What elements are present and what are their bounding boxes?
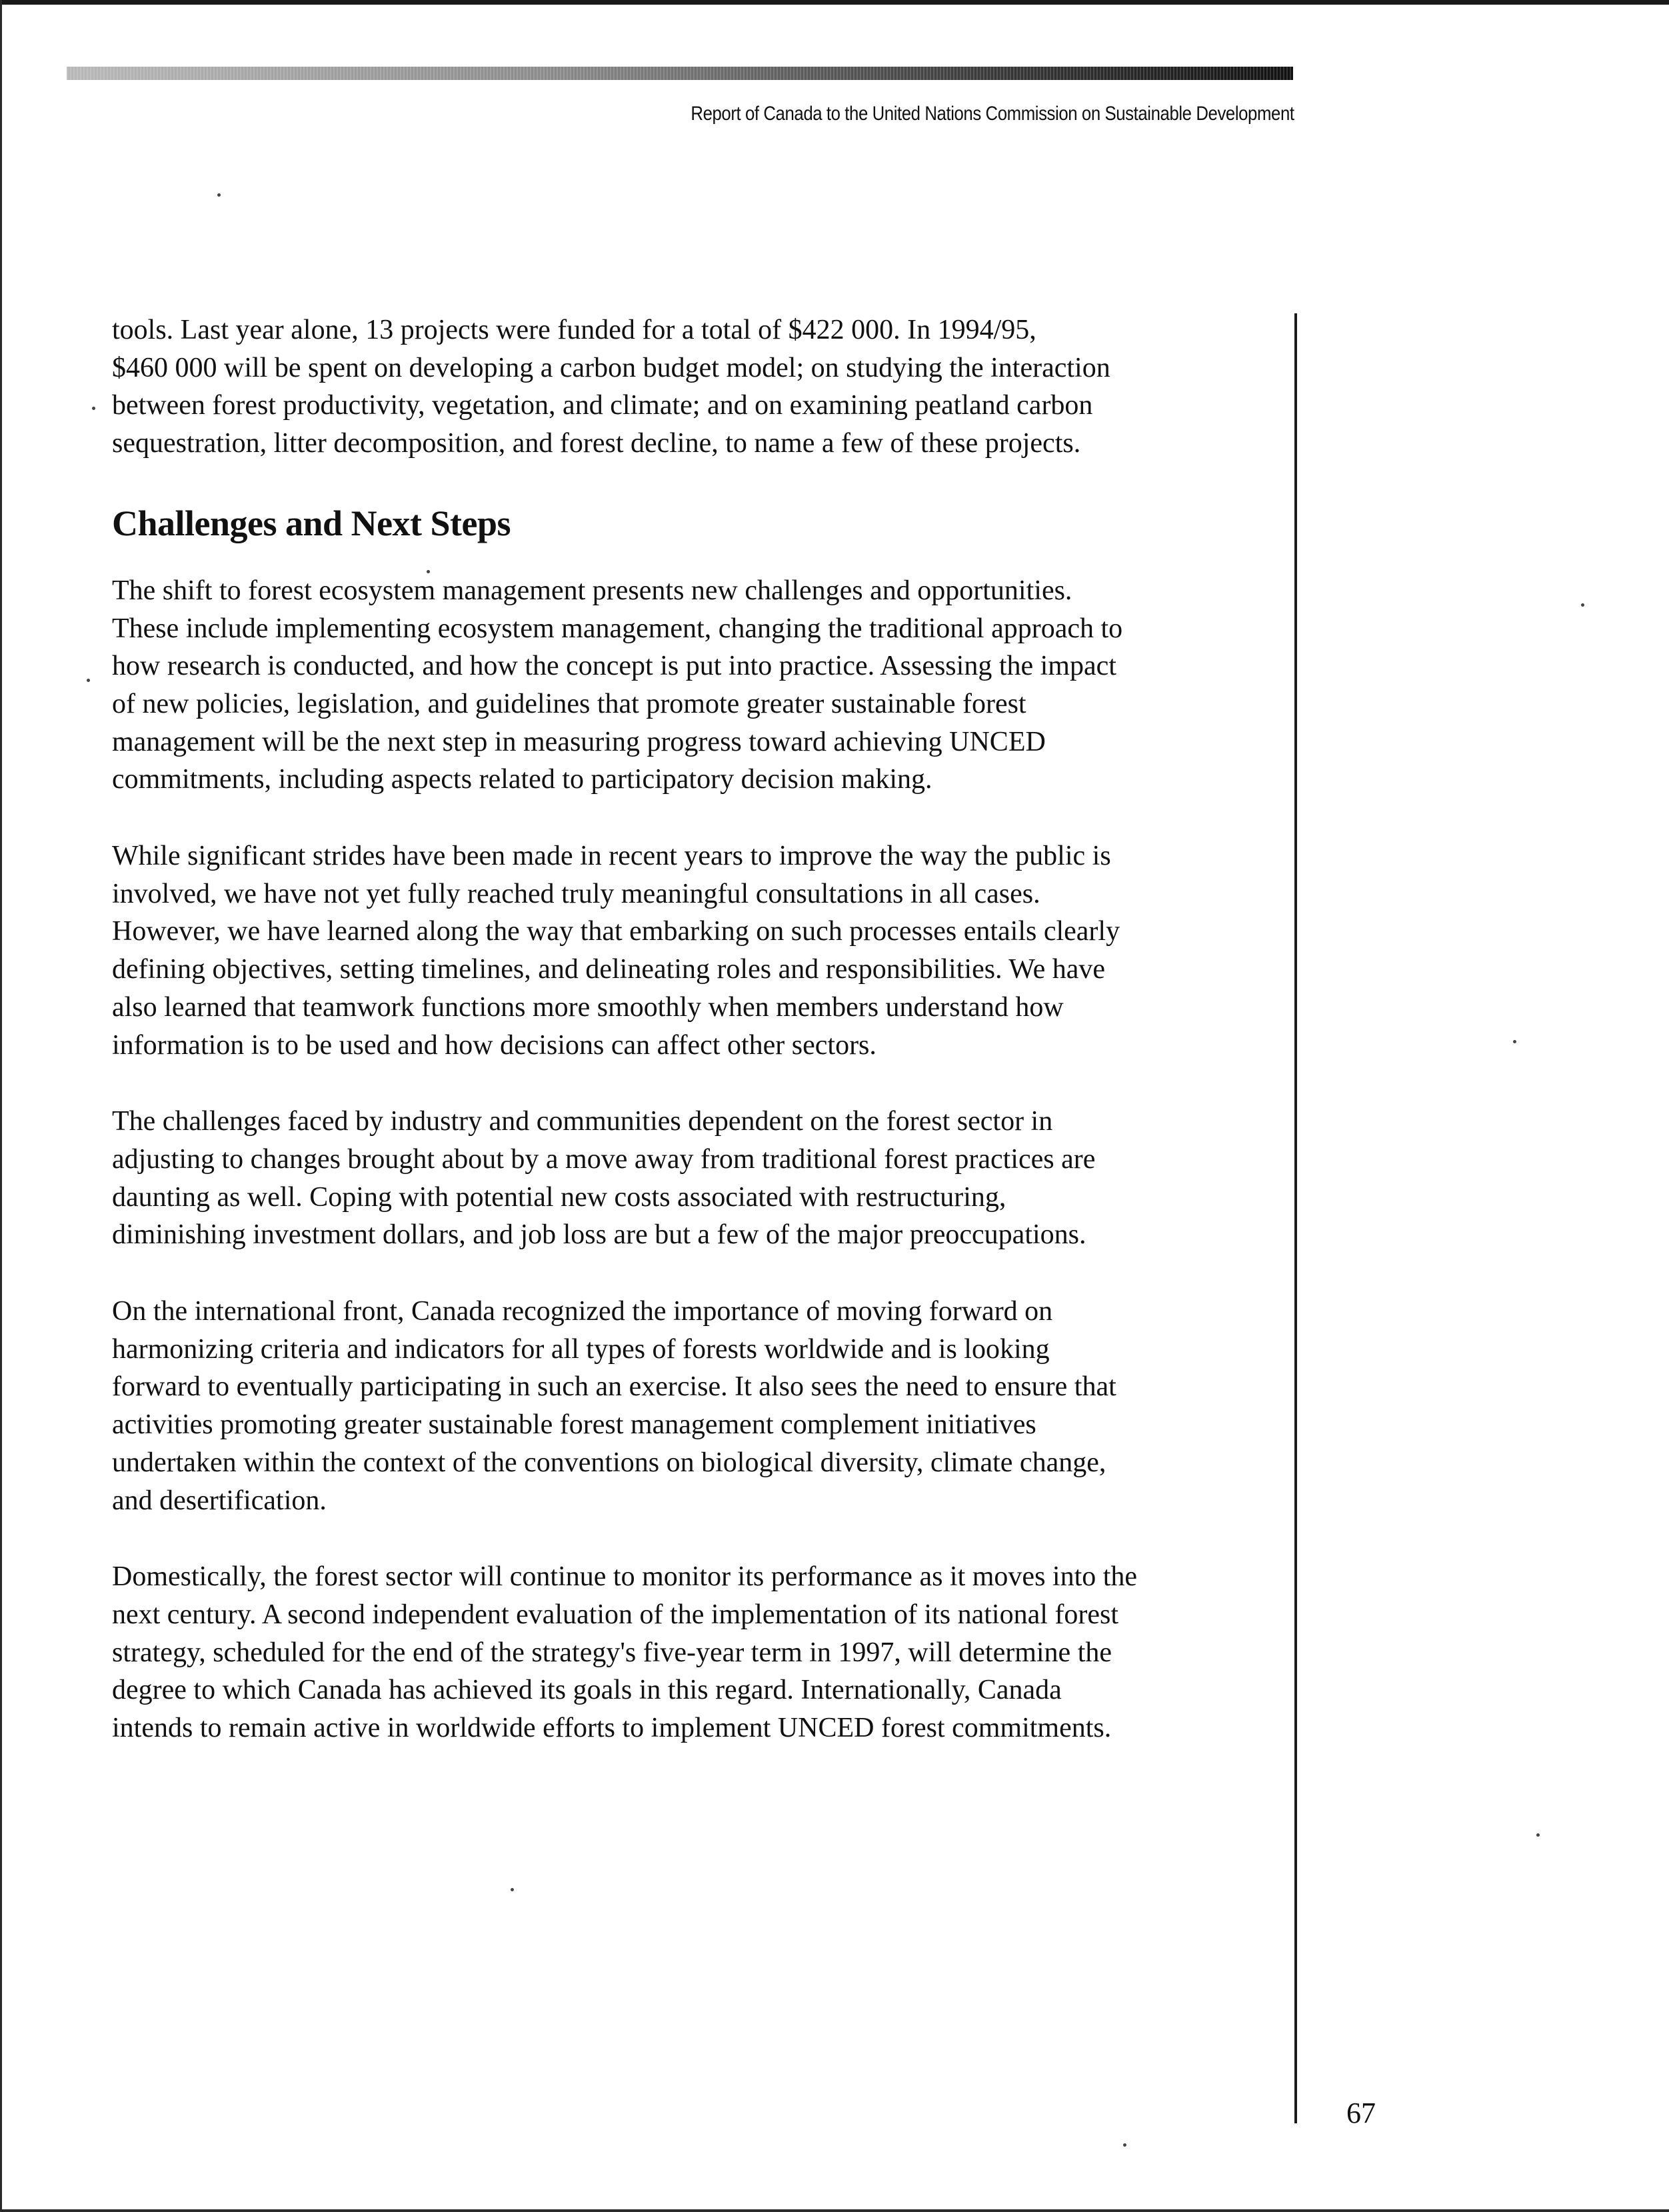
scan-speck — [1581, 603, 1584, 607]
page-number: 67 — [1346, 2097, 1376, 2129]
section-heading: Challenges and Next Steps — [112, 503, 511, 543]
scan-speck — [1123, 2143, 1126, 2147]
header-rule-bar — [67, 67, 1293, 80]
right-margin-rule — [1294, 313, 1297, 2123]
scan-speck — [1536, 1833, 1540, 1837]
scan-speck — [511, 1888, 514, 1891]
scan-left-edge — [0, 0, 2, 2212]
paragraph-industry-challenges: The challenges faced by industry and communities dependent on the forest sector in adjusting to changes brought about by a move away from traditional forest practices are daunting as well. Coping with potential new costs associated with restructuring, diminishing investment dollars, and job loss are but a few of the major preoccupations. — [112, 1106, 1096, 1251]
scan-top-edge — [0, 0, 1669, 5]
scan-speck — [217, 193, 221, 197]
scan-bottom-edge — [0, 2209, 1669, 2212]
paragraph-ecosystem-shift: The shift to forest ecosystem management presents new challenges and opportunities. These include implementing ecosystem management, changing the traditional approach to how research is conducted, and how the concept is put into practice. Assessing the impact of new policies, legislation, and guidelines that promote greater sustainable forest management will be the next step in measuring progress toward achieving UNCED commitments, including aspects related to participatory decision making. — [112, 575, 1123, 795]
scan-speck — [92, 407, 95, 410]
paragraph-international-front: On the international front, Canada recognized the importance of moving forward on harmonizing criteria and indicators for all types of forests worldwide and is looking forward to eventually participating in such an exercise. It also sees the need to ensure that activities promoting greater sustainable forest management complement initiatives undertaken within the context of the conventions on biological diversity, climate change, and desertification. — [112, 1296, 1116, 1516]
running-header: Report of Canada to the United Nations Commission on Sustainable Development — [691, 103, 1294, 125]
page-content — [112, 311, 1272, 1786]
scan-speck — [87, 679, 90, 682]
paragraph-public-involvement: While significant strides have been made in recent years to improve the way the public is involved, we have not yet fully reached truly meaningful consultations in all cases. However, we have learned along the way that embarking on such processes entails clearly defining objectives, setting timelines, and delineating roles and responsibilities. We have also learned that teamwork functions more smoothly when members understand how information is to be used and how decisions can affect other sectors. — [112, 841, 1120, 1061]
scan-speck — [1513, 1040, 1516, 1043]
paragraph-domestic-outlook: Domestically, the forest sector will continue to monitor its performance as it moves into the next century. A second independent evaluation of the implementation of its national forest strategy, scheduled for the end of the strategy's five-year term in 1997, will determine the degree to which Canada has achieved its goals in this regard. Internationally, Canada intends to remain active in worldwide efforts to implement UNCED forest commitments. — [112, 1561, 1138, 1744]
paragraph-continuation: tools. Last year alone, 13 projects were funded for a total of $422 000. In 1994/95, $460 000 will be spent on developing a carbon budget model; on studying the interaction between forest productivity, vegetation, and climate; and on examining peatland carbon sequestration, litter decomposition, and forest decline, to name a few of these projects. — [112, 315, 1110, 459]
scan-speck — [427, 570, 430, 573]
